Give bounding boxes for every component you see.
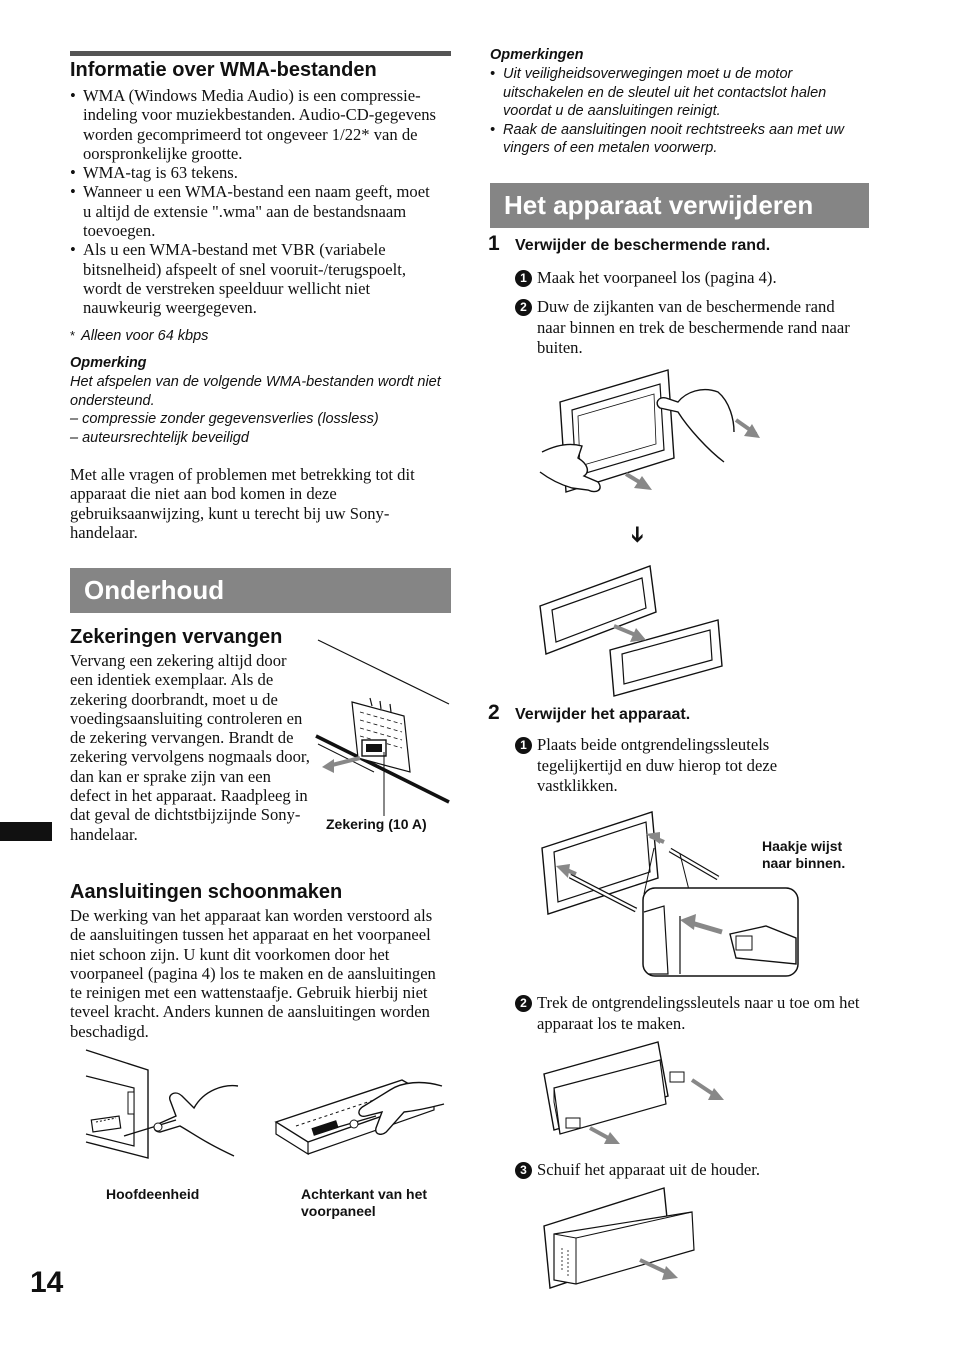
frame-removed-illustration bbox=[538, 562, 728, 698]
step-title: Verwijder het apparaat. bbox=[515, 706, 691, 723]
substep-marker: 1 bbox=[515, 737, 532, 754]
fuse-illustration bbox=[314, 640, 454, 820]
substep-marker: 3 bbox=[515, 1162, 532, 1179]
substep-text: Duw de zijkanten van de beschermende rand naar binnen en trek de beschermende rand naar buiten. bbox=[537, 297, 850, 357]
release-keys-illustration bbox=[540, 808, 802, 980]
step-title: Verwijder de beschermende rand. bbox=[515, 237, 771, 254]
wma-section-title: Informatie over WMA-bestanden bbox=[70, 59, 377, 81]
list-item: • Raak de aansluitingen nooit rechtstreeks aan met uw vingers of een metalen voorwerp. bbox=[490, 121, 870, 158]
down-arrow-icon: ➔ bbox=[624, 525, 650, 544]
pull-keys-illustration bbox=[540, 1038, 730, 1150]
note-line: Het afspelen van de volgende WMA-bestanden wordt niet ondersteund. bbox=[70, 374, 441, 409]
fuse-paragraph: Vervang een zekering altijd door een identiek exemplaar. Als de zekering doorbrandt, moet u de voedingsaansluiting controleren en de zekering vervangen. Brandt de zekering vervolgens nogmaals door, dan kan er sprake zijn van een defect in het apparaat. Raadpleeg in dat geval de dichtstbijzijnde Sony-handelaar. bbox=[70, 651, 310, 844]
substep-marker: 2 bbox=[515, 995, 532, 1012]
substep bbox=[515, 268, 869, 289]
panel-back-caption: Achterkant van het voorpaneel bbox=[301, 1186, 428, 1219]
footnote bbox=[70, 327, 450, 346]
step-number: 1 bbox=[488, 232, 500, 255]
list-item: • WMA (Windows Media Audio) is een compressie-indeling voor muziekbestanden. Audio-CD-gegevens worden gecomprimeerd tot ongeveer 1/22* van de oorspronkelijke grootte. bbox=[70, 86, 442, 163]
fuse-section-title: Zekeringen vervangen bbox=[70, 626, 283, 648]
fuse-caption: Zekering (10 A) bbox=[326, 816, 427, 832]
list-item: • WMA-tag is 63 tekens. bbox=[70, 163, 442, 182]
list-item: • Wanneer u een WMA-bestand een naam geeft, moet u altijd de extensie ".wma" aan de bestandsnaam toevoegen. bbox=[70, 182, 442, 240]
page-number: 14 bbox=[30, 1266, 64, 1299]
note-line: – auteursrechtelijk beveiligd bbox=[70, 429, 249, 446]
section-rule bbox=[70, 51, 451, 56]
main-unit-cleaning-illustration bbox=[84, 1046, 239, 1168]
footnote-text: Alleen voor 64 kbps bbox=[81, 328, 209, 344]
footnote-mark: * bbox=[70, 328, 76, 343]
section-tab-marker bbox=[0, 822, 52, 841]
substep-marker: 1 bbox=[515, 270, 532, 287]
cleaning-section-title: Aansluitingen schoonmaken bbox=[70, 881, 343, 903]
list-item: • Uit veiligheidsoverwegingen moet u de motor uitschakelen en de sleutel uit het contactslot halen voordat u de aansluitingen reinigt. bbox=[490, 65, 870, 121]
wma-bullet-list bbox=[70, 86, 442, 318]
substep-text: Maak het voorpaneel los (pagina 4). bbox=[537, 268, 777, 287]
remarks-list bbox=[490, 65, 870, 158]
onderhoud-banner: Onderhoud bbox=[70, 568, 451, 613]
main-unit-caption: Hoofdeenheid bbox=[106, 1186, 200, 1202]
substep-text: Schuif het apparaat uit de houder. bbox=[537, 1160, 761, 1179]
note-line: – compressie zonder gegevensverlies (lossless) bbox=[70, 411, 379, 427]
substep bbox=[515, 735, 869, 797]
step-number: 2 bbox=[488, 701, 500, 724]
panel-back-cleaning-illustration bbox=[272, 1046, 447, 1168]
note-heading: Opmerking bbox=[70, 355, 147, 371]
frame-squeeze-illustration bbox=[538, 362, 768, 522]
substep bbox=[515, 993, 869, 1035]
substep-marker: 2 bbox=[515, 299, 532, 316]
substep-text: Plaats beide ontgrendelingssleutels tegelijkertijd en duw hierop tot deze vastklikken. bbox=[537, 735, 778, 795]
substep bbox=[515, 1160, 869, 1181]
hook-caption: Haakje wijst naar binnen. bbox=[762, 838, 846, 871]
substep bbox=[515, 297, 869, 359]
substep-text: Trek de ontgrendelingssleutels naar u toe om het apparaat los te maken. bbox=[537, 993, 860, 1033]
cleaning-paragraph: De werking van het apparaat kan worden verstoord als de aansluitingen tussen het apparaat en het voorpaneel niet schoon zijn. U kunt dit voorkomen door het voorpaneel (pagina 4) los te maken en de aansluitingen te reinigen met een wattenstaafje. Gebruik hierbij niet teveel kracht. Anders kunnen de aansluitingen worden beschadigd. bbox=[70, 906, 436, 1041]
remarks-heading: Opmerkingen bbox=[490, 47, 584, 63]
support-paragraph: Met alle vragen of problemen met betrekking tot dit apparaat die niet aan bod komen in deze gebruiksaanwijzing, kunt u terecht bij uw Sony-handelaar. bbox=[70, 465, 415, 542]
slide-unit-out-illustration bbox=[540, 1186, 700, 1298]
list-item: • Als u een WMA-bestand met VBR (variabele bitsnelheid) afspeelt of snel vooruit-/terugspoelt, wordt de verstreken speelduur wellicht niet nauwkeurig weergegeven. bbox=[70, 240, 442, 317]
note-body bbox=[70, 373, 455, 447]
removal-banner: Het apparaat verwijderen bbox=[490, 183, 869, 228]
